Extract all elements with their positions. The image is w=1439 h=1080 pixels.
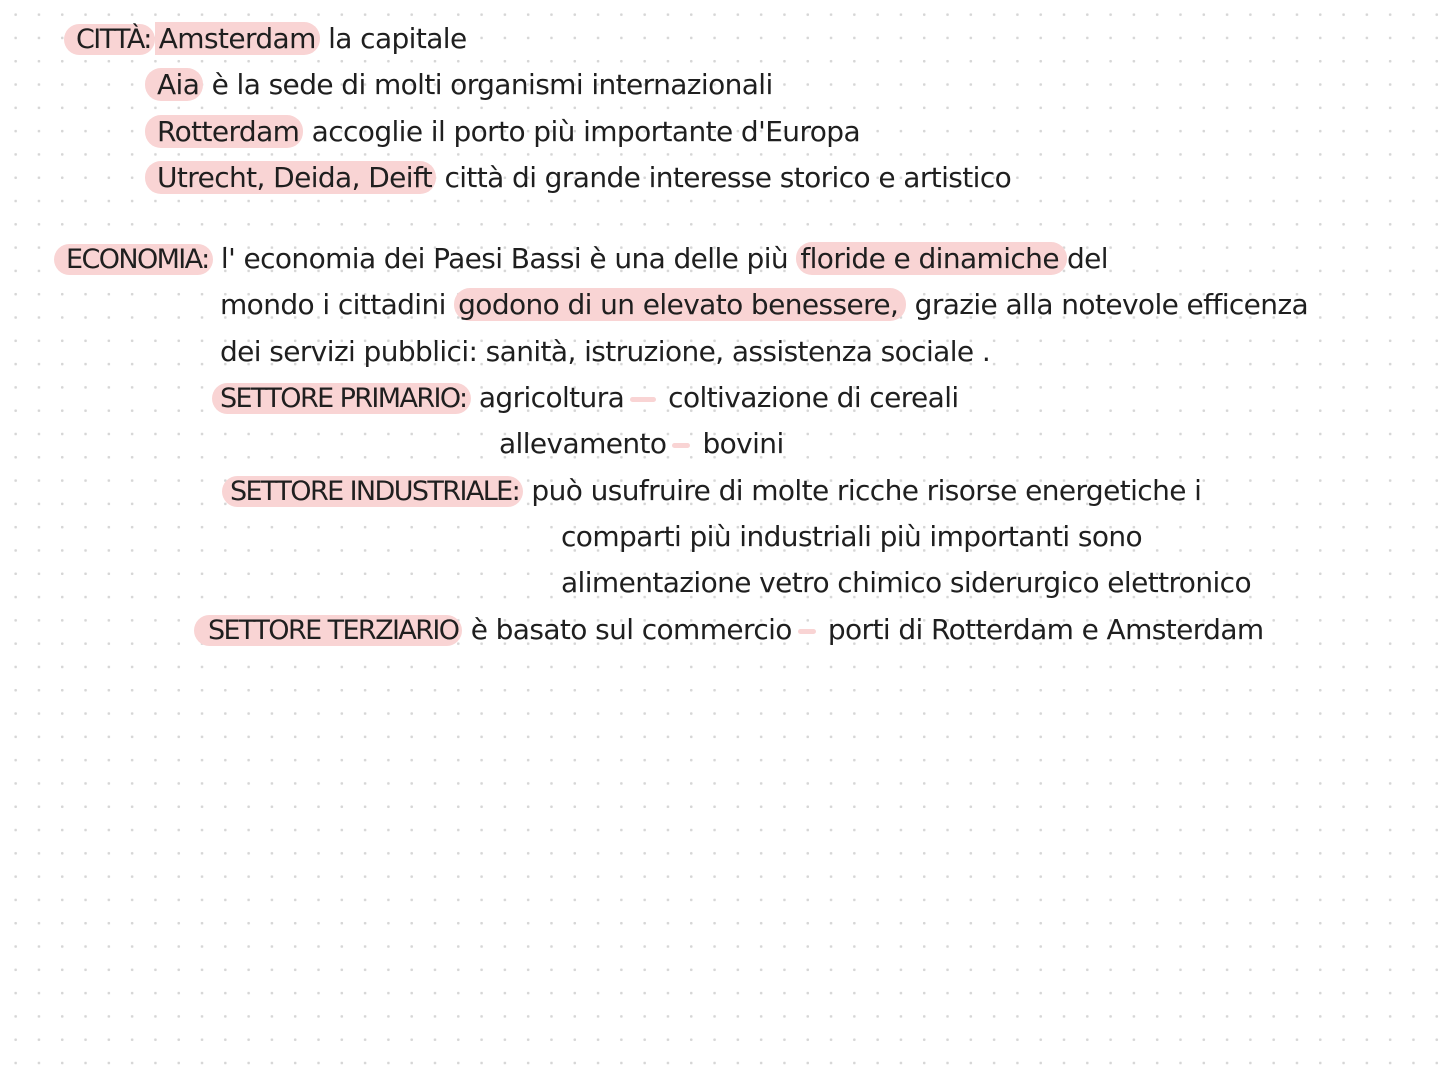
settore-industriale-label: SETTORE INDUSTRIALE: (222, 476, 523, 507)
settore-industriale-line-2 (561, 517, 1142, 557)
settore-primario-line-1 (212, 378, 959, 419)
economia-line-3 (220, 332, 990, 372)
citta-heading: CITTÀ: (64, 24, 155, 55)
economia-line-1 (54, 239, 1108, 280)
city-utrecht-deida-deift: Utrecht, Deida, Deift (145, 161, 436, 194)
industriale-line-1-text: può usufruire di molte ricche risorse energetiche i (531, 474, 1202, 507)
citta-line-2-text: è la sede di molti organismi internazionali (211, 68, 773, 101)
economia-line-3-text: dei servizi pubblici: sanità, istruzione, assistenza sociale . (220, 335, 991, 368)
city-amsterdam: Amsterdam (155, 22, 320, 55)
citta-line-2 (145, 65, 773, 105)
primario-agricoltura-detail: coltivazione di cereali (668, 381, 959, 414)
economia-line-1-before: l' economia dei Paesi Bassi è una delle più (220, 242, 789, 275)
citta-line-3 (145, 112, 860, 152)
industriale-line-3-text: alimentazione vetro chimico siderurgico elettronico (561, 566, 1251, 599)
dash-connector (798, 629, 816, 634)
city-rotterdam: Rotterdam (145, 115, 303, 148)
dash-connector (672, 443, 690, 448)
primario-allevamento: allevamento (499, 427, 667, 460)
industriale-line-2-text: comparti più industriali più importanti sono (561, 520, 1143, 553)
settore-industriale-line-1 (222, 471, 1201, 512)
terziario-text: è basato sul commercio (470, 613, 792, 646)
dash-connector (630, 397, 656, 402)
settore-primario-line-2 (499, 424, 784, 464)
primario-agricoltura: agricoltura (478, 381, 625, 414)
economia-highlight-floride: floride e dinamiche (796, 242, 1067, 275)
economia-line-2-before: mondo i cittadini (220, 288, 446, 321)
settore-primario-label: SETTORE PRIMARIO: (212, 383, 471, 414)
citta-line-3-text: accoglie il porto più importante d'Europa (311, 115, 861, 148)
primario-allevamento-detail: bovini (702, 427, 784, 460)
economia-highlight-benessere: godono di un elevato benessere, (454, 288, 906, 321)
terziario-detail: porti di Rotterdam e Amsterdam (827, 613, 1264, 646)
citta-line-4 (145, 158, 1011, 198)
economia-heading: ECONOMIA: (54, 244, 213, 275)
settore-industriale-line-3 (561, 563, 1251, 603)
city-aia: Aia (145, 68, 203, 101)
economia-line-1-after: del (1066, 242, 1108, 275)
citta-line-1 (64, 19, 467, 60)
economia-line-2-after: grazie alla notevole efficenza (914, 288, 1309, 321)
settore-terziario-line (194, 610, 1264, 651)
economia-line-2 (220, 285, 1308, 325)
citta-line-1-text: la capitale (328, 22, 467, 55)
citta-line-4-text: città di grande interesse storico e artistico (444, 161, 1012, 194)
settore-terziario-label: SETTORE TERZIARIO (194, 615, 462, 646)
